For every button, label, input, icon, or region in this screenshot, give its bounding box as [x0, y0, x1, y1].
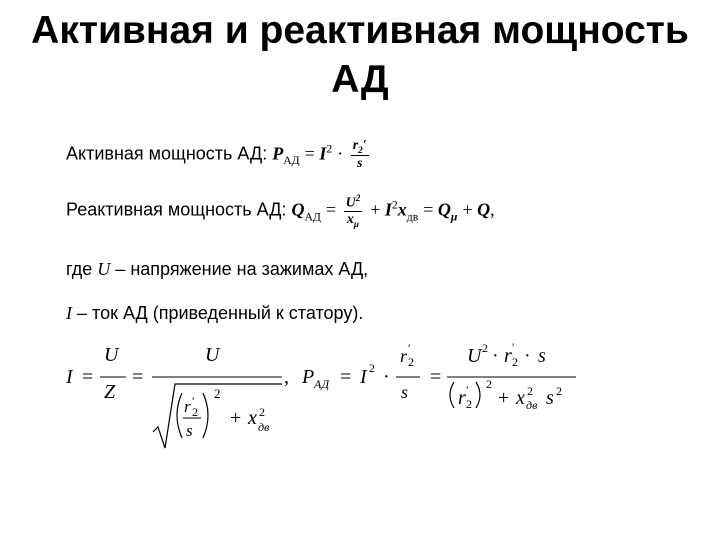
active-power-formula: Активная мощность АД: $P_{АД} = I^2$ · $\frac{r_2'}{s}$ [66, 138, 367, 171]
svg-text:2: 2 [482, 341, 488, 355]
svg-text:′: ′ [512, 340, 515, 354]
svg-text:,: , [284, 366, 289, 388]
svg-text:2: 2 [486, 377, 492, 391]
svg-text:АД: АД [314, 377, 330, 391]
svg-text:s: s [401, 382, 409, 402]
svg-text:s: s [186, 421, 193, 440]
svg-text:′: ′ [408, 341, 411, 355]
eq-i: I [66, 366, 73, 388]
svg-text:s: s [538, 345, 546, 367]
svg-text:U: U [467, 345, 482, 367]
svg-text:2: 2 [466, 397, 472, 411]
reactive-power-label: Реактивная мощность АД: [66, 199, 287, 220]
symbol-p: P [272, 143, 284, 164]
symbol-q: Q [291, 199, 305, 220]
svg-text:=: = [82, 366, 94, 388]
symbol-u: U [97, 259, 111, 279]
eq-p: P [302, 366, 315, 388]
where-i-text: – ток АД (приведенный к статору). [77, 303, 364, 323]
svg-text:′: ′ [466, 383, 469, 397]
subscript-ad: АД [283, 153, 300, 167]
svg-text:2: 2 [214, 386, 221, 401]
where-u-text: – напряжение на зажимах АД, [115, 259, 369, 279]
svg-text:2: 2 [369, 361, 375, 375]
svg-text:x: x [516, 387, 525, 409]
svg-text:2: 2 [512, 355, 518, 369]
svg-text:2: 2 [259, 405, 265, 419]
svg-text:I: I [360, 366, 367, 388]
symbol-i-2: I [66, 303, 72, 323]
svg-text:·: · [492, 345, 499, 367]
svg-text:дв: дв [258, 420, 270, 434]
svg-text:=: = [430, 366, 442, 388]
svg-text:·: · [383, 366, 390, 388]
svg-text:′: ′ [192, 394, 195, 408]
svg-text:2: 2 [527, 384, 533, 398]
svg-text:r: r [458, 387, 466, 409]
fraction-r2-over-s: $\frac{r_2'}{s}$ [352, 138, 367, 171]
svg-text:=: = [132, 366, 144, 388]
svg-text:r: r [400, 346, 408, 366]
svg-text:2: 2 [556, 384, 562, 398]
svg-text:=: = [340, 366, 352, 388]
svg-text:дв: дв [526, 398, 538, 412]
svg-text:x: x [248, 407, 257, 429]
svg-text:U: U [205, 344, 220, 366]
title-line-2: АД [331, 58, 389, 101]
where-label: где [66, 259, 93, 279]
svg-text:+: + [230, 407, 242, 429]
svg-text:2: 2 [192, 405, 198, 419]
svg-text:Z: Z [104, 381, 116, 403]
fraction-u2-over-xmu: $\frac{U^2}{x_\mu}$ [345, 193, 361, 229]
symbol-i: I [319, 143, 327, 164]
svg-text:r: r [184, 397, 191, 416]
svg-text:·: · [524, 345, 531, 367]
svg-text:U: U [104, 344, 119, 366]
svg-text:+: + [498, 387, 510, 409]
svg-text:s: s [546, 387, 554, 409]
active-power-label: Активная мощность АД: [66, 143, 268, 164]
svg-text:r: r [504, 345, 512, 367]
reactive-power-formula: Реактивная мощность АД: $Q_{АД}$ = $\frac{U^2}{x_\mu}$ + $I^2x_{дв} = Q_\mu + Q$, [66, 193, 495, 229]
subscript-ad-2: АД [304, 210, 321, 224]
title-line-1: Активная и реактивная мощность [31, 9, 689, 52]
svg-text:2: 2 [408, 355, 414, 369]
